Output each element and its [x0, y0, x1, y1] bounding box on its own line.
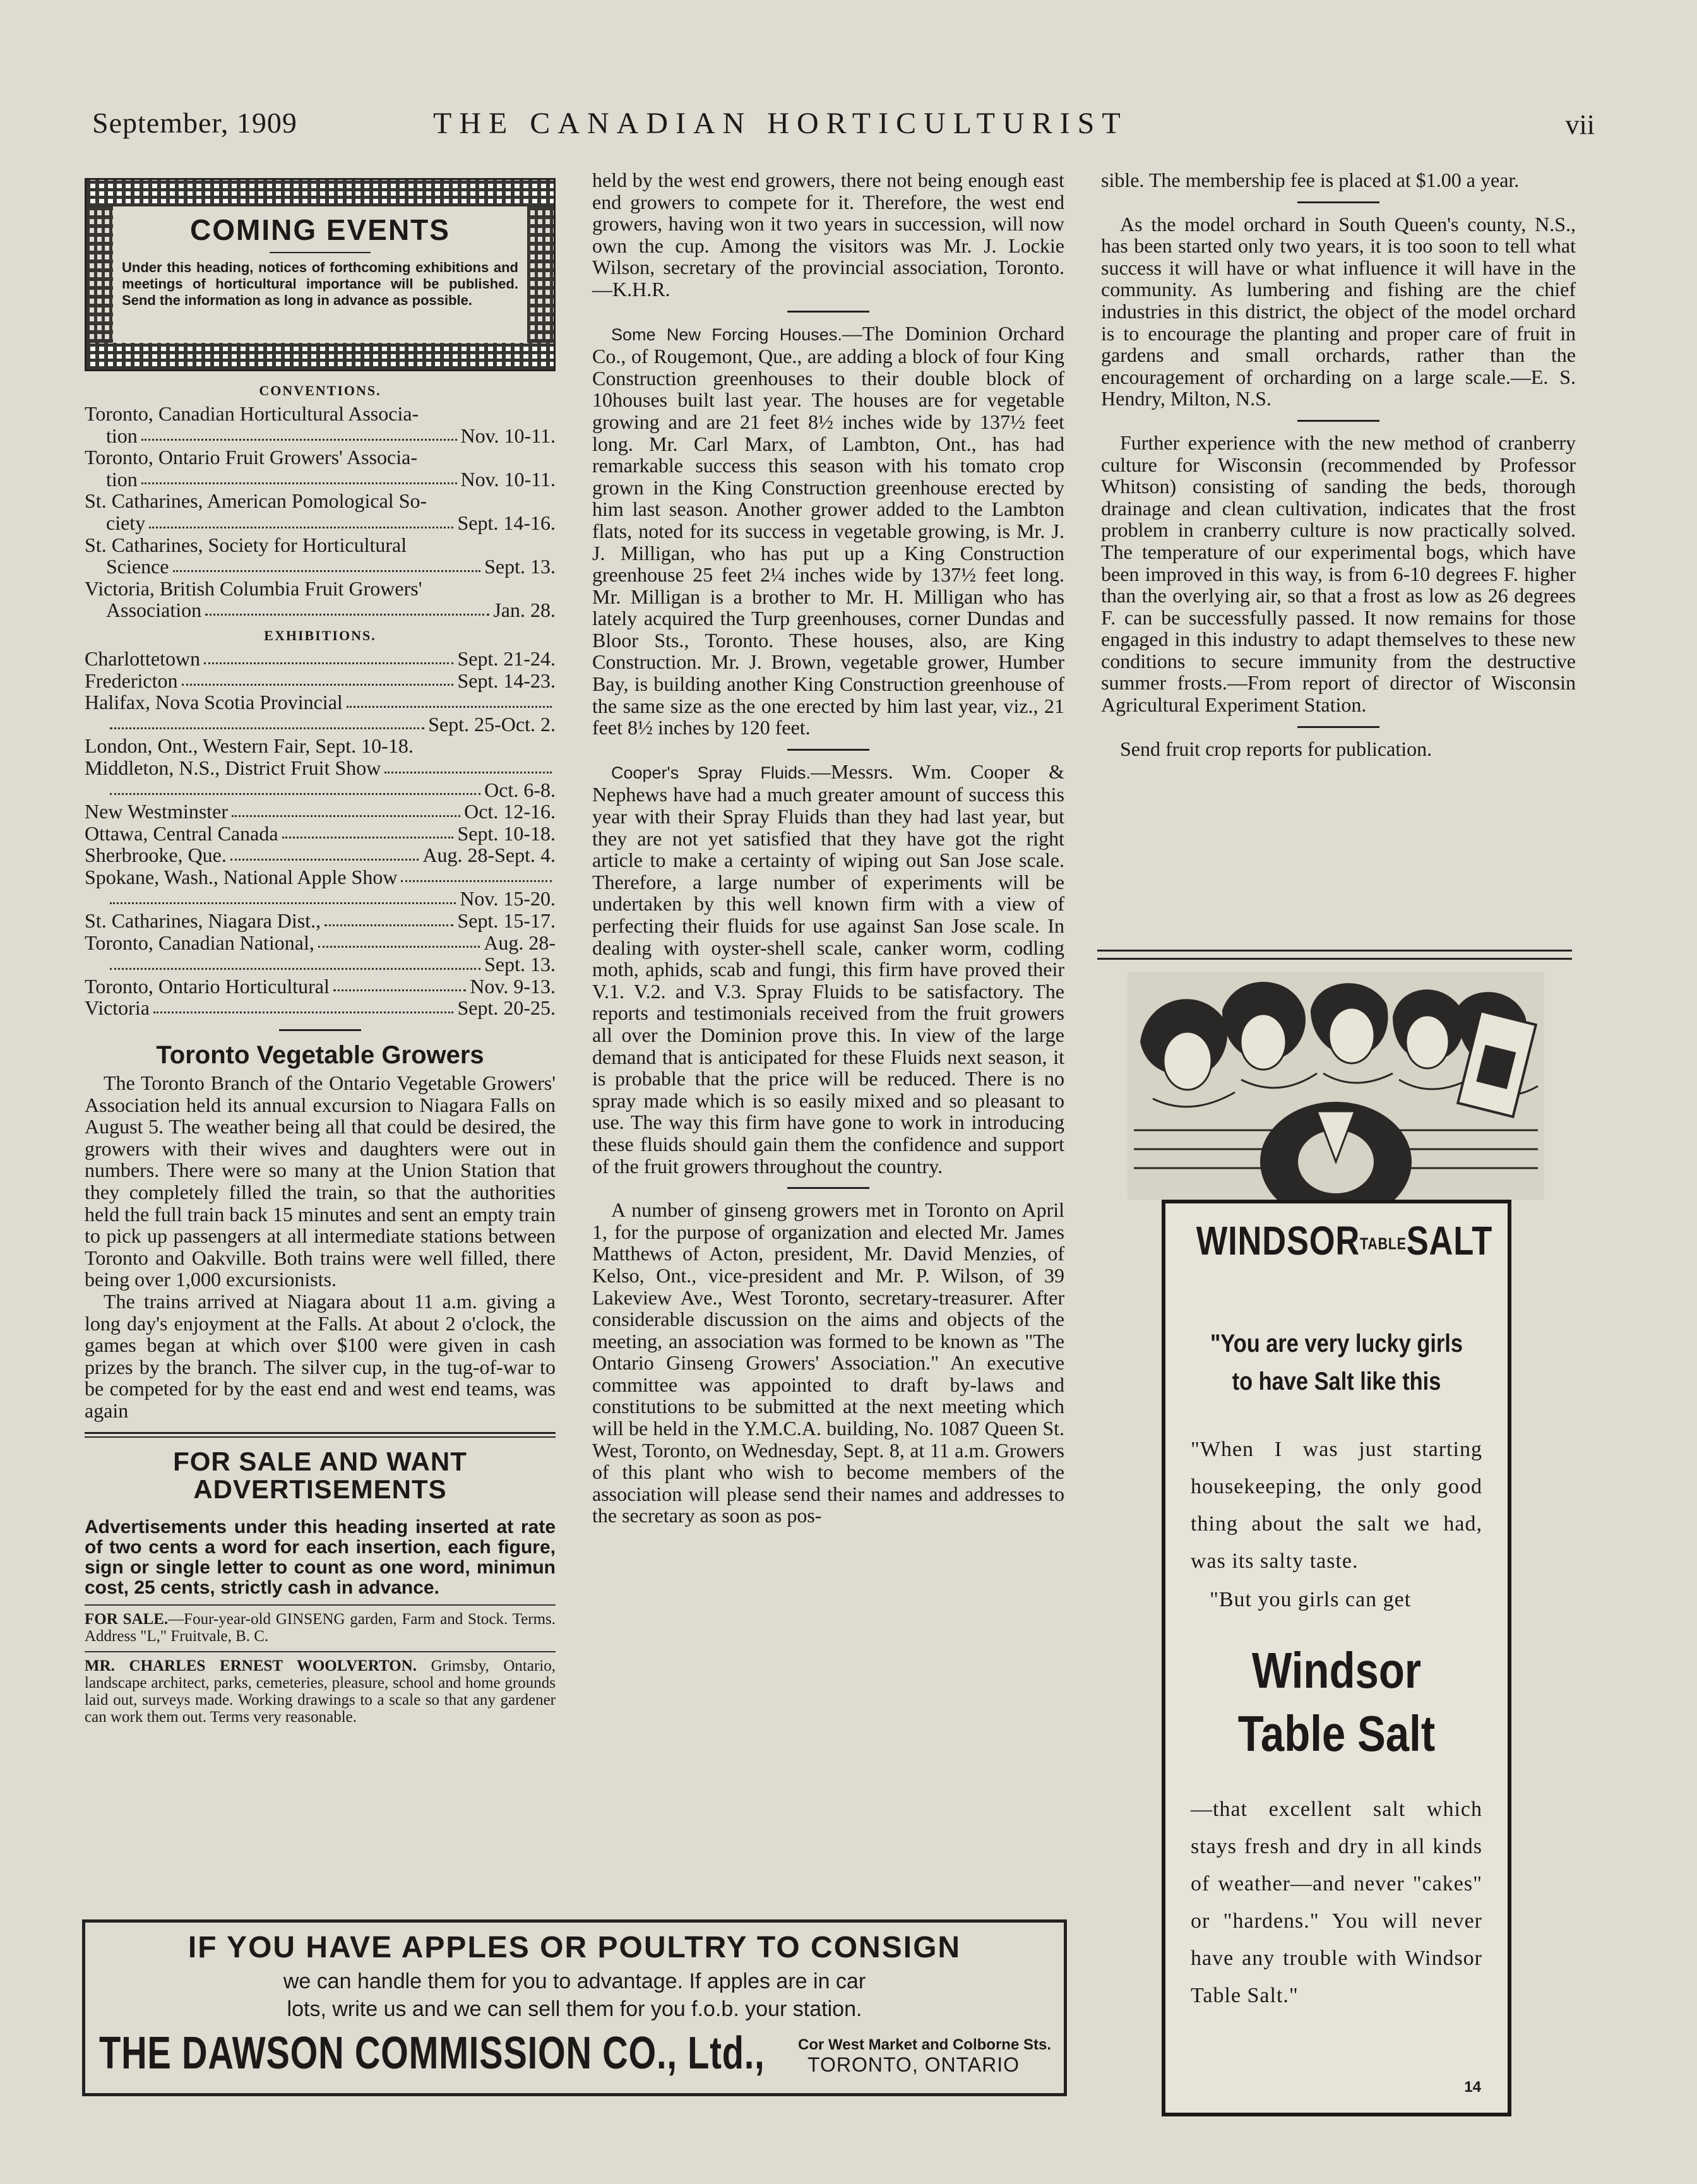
exhibition-entry [85, 953, 556, 976]
salt-ad-box [1162, 1200, 1511, 2116]
issue-date: September, 1909 [92, 107, 297, 139]
convention-name-end: Association [106, 599, 202, 622]
product-name: Table Salt [1237, 1705, 1436, 1762]
event-date: Sept. 15-17. [457, 909, 556, 933]
exhibition-entry [85, 866, 556, 888]
dot-leader [141, 482, 457, 484]
exhibition-entry [85, 691, 556, 713]
exhibition-name: Victoria [85, 996, 150, 1020]
spray-fluids-article [592, 761, 1064, 1177]
forcing-houses-article [592, 323, 1064, 739]
event-date: Jan. 28. [493, 599, 556, 622]
exhibitions-subhead: EXHIBITIONS. [264, 627, 376, 643]
dot-leader [173, 570, 481, 572]
exhibition-entry [85, 976, 556, 998]
vegetable-growers-title: Toronto Vegetable Growers [156, 1041, 484, 1070]
ad-text: "But you girls can get [1210, 1588, 1412, 1611]
divider [270, 252, 371, 253]
dot-leader [325, 924, 453, 926]
event-date: Sept. 14-16. [457, 511, 556, 534]
exhibition-entry [85, 735, 556, 757]
classified-ad-head: FOR SALE. [85, 1610, 169, 1628]
divider [787, 749, 869, 751]
exhibition-entry [85, 670, 556, 692]
exhibition-entry [85, 823, 556, 845]
divider [279, 1029, 361, 1031]
column-left [85, 169, 556, 1726]
dot-leader [110, 968, 480, 970]
exhibition-entry [85, 648, 556, 670]
greek-key-border-top [86, 180, 554, 206]
exhibition-entry [85, 910, 556, 932]
run-in-heading: Cooper's Spray Fluids. [611, 763, 811, 782]
company-name: THE DAWSON COMMISSION CO., Ltd., [99, 2028, 765, 2079]
page-number: vii [1565, 109, 1595, 140]
exhibition-name: Spokane, Wash., National Apple Show [85, 865, 398, 888]
convention-entry [85, 599, 556, 621]
double-rule [85, 1432, 556, 1438]
convention-entry [85, 512, 556, 534]
article-continuation: sible. The membership fee is placed at $1.00 a year. [1101, 169, 1520, 191]
exhibition-name: Ottawa, Central Canada [85, 821, 278, 845]
convention-line: St. Catharines, American Pomological So- [85, 489, 427, 513]
greek-key-border-bottom [86, 343, 554, 369]
event-date: Nov. 15-20. [460, 887, 556, 910]
convention-line: Victoria, British Columbia Fruit Growers' [85, 576, 422, 600]
send-reports-notice: Send fruit crop reports for publication. [1120, 737, 1432, 760]
convention-entry [85, 468, 556, 491]
dot-leader [204, 662, 453, 664]
dot-leader [282, 837, 454, 838]
ad-body-line: lots, write us and we can sell them for you f.o.b. your station. [287, 1997, 862, 2021]
event-date: Aug. 28-Sept. 4. [422, 844, 556, 867]
ad-quote: "You are very lucky girls to have Salt like this [1210, 1330, 1463, 1395]
run-in-heading: Some New Forcing Houses. [611, 325, 842, 344]
convention-name-end: Science [106, 555, 169, 578]
divider [85, 1651, 556, 1652]
column-right [1101, 169, 1576, 760]
ad-text: —that excellent salt which stays fresh and dry in all kinds of weather—and never "cakes" or "hardens." You will never have any trouble with Windsor Table Salt." [1191, 1798, 1482, 2007]
dot-leader [384, 772, 552, 773]
ad-headline: IF YOU HAVE APPLES OR POULTRY TO CONSIGN [188, 1931, 962, 1964]
exhibition-name: Middleton, N.S., District Fruit Show [85, 756, 381, 779]
girls-illustration [1128, 972, 1544, 1200]
classified-ad [85, 1657, 556, 1726]
event-date: Sept. 13. [484, 953, 556, 976]
exhibition-name: Charlottetown [85, 647, 201, 670]
greek-key-border-right [527, 206, 554, 343]
article-continuation: held by the west end growers, there not being enough east end growers to compete for it. Therefore, the west end growers, having won it two years in succession, will now own the cup. Among the visitors was Mr. J. Lockie Wilson, secretary of the provincial association, Toronto.—K.H.R. [592, 169, 1064, 301]
dot-leader [205, 614, 489, 616]
conventions-subhead: CONVENTIONS. [259, 383, 381, 398]
greek-key-border-left [86, 206, 113, 343]
dot-leader [182, 684, 454, 686]
exhibition-entry [85, 713, 556, 736]
dot-leader [153, 1011, 454, 1013]
coming-events-inner [122, 213, 518, 309]
exhibition-name: Sherbrooke, Que. [85, 844, 227, 867]
exhibition-name: New Westminster [85, 800, 229, 823]
divider [1297, 201, 1379, 203]
exhibition-entry [85, 888, 556, 910]
dot-leader [232, 815, 460, 817]
exhibition-entry [85, 757, 556, 779]
convention-entry [85, 425, 556, 447]
dot-leader [110, 727, 424, 729]
exhibition-entry [85, 844, 556, 866]
ad-text: "When I was just starting housekeeping, the only good thing about the salt we had, was its salty taste. [1191, 1438, 1482, 1573]
publication-title: THE CANADIAN HORTICULTURIST [433, 107, 1128, 140]
divider [1297, 420, 1379, 422]
convention-name-end: tion [106, 424, 138, 447]
dot-leader [347, 706, 552, 708]
divider [787, 311, 869, 313]
exhibitions-list [85, 648, 556, 1019]
exhibition-name: London, Ont., Western Fair, Sept. 10-18. [85, 734, 414, 758]
ad-number: 14 [1464, 2079, 1481, 2096]
for-sale-intro: Advertisements under this heading inserted at rate of two cents a word for each insertion, each figure, sign or single letter to count as one word, minimun cost, 25 cents, strictly cash in advance. [85, 1516, 556, 1598]
convention-entry [85, 556, 556, 578]
event-date: Sept. 14-23. [457, 669, 556, 692]
convention-name-end: tion [106, 467, 138, 491]
dot-leader [318, 946, 480, 948]
classified-ad-body: —Four-year-old GINSENG garden, Farm and Stock. Terms. Address "L," Fruitvale, B. C. [85, 1610, 556, 1645]
company-address-street: Cor West Market and Colborne Sts. [798, 2036, 1051, 2053]
exhibition-name: Toronto, Canadian National, [85, 931, 314, 954]
ad-body [85, 1967, 1064, 2023]
dot-leader [149, 527, 453, 528]
vegetable-growers-paragraph: The Toronto Branch of the Ontario Vegetable Growers' Association held its annual excursion to Niagara Falls on August 5. The weather being all that could be desired, the growers with their wives and daughters were out in numbers. There were so many at the Union Station that they completely filled the train, so that the authorities held the full train back 15 minutes and sent an empty train to pick up passengers at all intermediate stations between Toronto and Oakville. Both trains were well filled, there being over 1,000 excursionists. [85, 1071, 556, 1291]
exhibition-entry [85, 779, 556, 801]
brand-logo-word: TABLE [1360, 1234, 1407, 1253]
exhibition-entry [85, 997, 556, 1019]
ginseng-article: A number of ginseng growers met in Toronto on April 1, for the purpose of organization and elected Mr. James Matthews of Acton, president, Mr. David Menzies, of Kelso, Ont., vice-president and Mr. P. Wilson, of 39 Lakeview Ave., West Toronto, secretary-treasurer. After considerable discussion on the aims and objects of the meeting, an association was formed to be known as "The Ontario Ginseng Growers' Association." An executive committee was appointed to draft by-laws and constitutions to be submitted at the next meeting which will be held in the Y.M.C.A. building, No. 1087 Queen St. West, Toronto, on Wednesday, Sept. 8, at 11 a.m. Growers of this plant who wish to become members of the association will please send their names and addresses to the secretary as soon as pos- [592, 1198, 1064, 1527]
coming-events-title: COMING EVENTS [190, 213, 450, 246]
event-date: Sept. 20-25. [457, 996, 556, 1020]
ad-body-line: we can handle them for you to advantage. If apples are in car [283, 1969, 866, 1993]
exhibition-name: St. Catharines, Niagara Dist., [85, 909, 321, 933]
conventions-list [85, 403, 556, 621]
event-date: Oct. 6-8. [484, 778, 556, 801]
article-body: —Messrs. Wm. Cooper & Nephews have had a much greater amount of success this year with their Spray Fluids than they had last year, but they are not yet satisfied that they have got the right article to make a certainty of wiping out San Jose scale. Therefore, a large number of experiments will be undertaken by this well known firm with a view of perfecting their fluids for use against San Jose scale. In dealing with oyster-shell scale, canker worm, codling moth, aphids, scab and fungi, this firm have proved their V.1. V.2. and V.3. Spray Fluids to be satisfactory. The reports and testimonials received from the fruit growers all over the Dominion prove this. In view of the large demand that is anticipated for these Fluids next season, it is probable that the price will be reduced. There is no spray made which is so easily mixed and so pleasant to use. The way this firm have gone to work in introducing these fluids should gain them the confidence and support of the fruit growers throughout the country. [592, 760, 1064, 1178]
cranberry-article: Further experience with the new method of cranberry culture for Wisconsin (recommended by Professor Whitson) consisting of sanding the beds, thorough drainage and clean cultivation, indicates that the frost problem in cranberry culture is now practically solved. The temperature of our experimental bogs, which have been improved in this way, is from 6-10 degrees F. higher than the overlying air, so that a frost as low as 26 degrees F. can be successfully passed. It now remains for those engaged in this industry to adapt themselves to these new conditions to secure immunity from the destructive summer frosts.—From report of director of Wisconsin Agricultural Experiment Station. [1101, 431, 1576, 717]
classified-ad-head: MR. CHARLES ERNEST WOOLVERTON. [85, 1657, 417, 1674]
brand-logo-word: SALT [1406, 1218, 1493, 1263]
dot-leader [230, 859, 419, 861]
event-date: Oct. 12-16. [464, 800, 556, 823]
event-date: Nov. 10-11. [460, 424, 556, 447]
event-date: Sept. 10-18. [457, 821, 556, 845]
divider [85, 1604, 556, 1606]
windsor-salt-ad [1128, 972, 1544, 2112]
page-header [92, 106, 1595, 146]
event-date: Sept. 21-24. [457, 647, 556, 670]
coming-events-box [85, 178, 556, 371]
column-middle [592, 169, 1064, 1527]
exhibition-entry [85, 932, 556, 954]
event-date: Aug. 28- [484, 931, 556, 954]
event-date: Sept. 25-Oct. 2. [428, 712, 556, 736]
vegetable-growers-paragraph: The trains arrived at Niagara about 11 a.m. giving a long day's enjoyment at the Falls. At about 2 o'clock, the games began at which over $100 were given in cash prizes by the branch. The silver cup, in the tug-of-war to be competed for by the east end and west end teams, was again [85, 1289, 556, 1422]
model-orchard-article: As the model orchard in South Queen's county, N.S., has been started only two years, it is too soon to tell what success it will have or what influence it will have in the community. As lumbering and fishing are the chief industries in this district, the object of the model orchard is to encourage the planting and proper care of fruit in gardens and small orchards, rather than the encouragement of orcharding on a large scale.—E. S. Hendry, Milton, N.S. [1101, 212, 1576, 410]
exhibition-name: Toronto, Ontario Horticultural [85, 974, 330, 998]
double-rule [1097, 950, 1572, 960]
dot-leader [141, 439, 457, 441]
convention-line: Toronto, Canadian Horticultural Associa- [85, 402, 419, 425]
brand-logo [1196, 1217, 1493, 1264]
divider [1297, 726, 1379, 728]
dawson-commission-ad [82, 1919, 1067, 2096]
coming-events-note: Under this heading, notices of forthcoming exhibitions and meetings of horticultural importance will be published. Send the information as long in advance as possible. [122, 260, 518, 308]
brand-logo-word: WINDSOR [1196, 1218, 1361, 1263]
exhibition-name: Halifax, Nova Scotia Provincial [85, 691, 343, 714]
convention-line: St. Catharines, Society for Horticultural [85, 533, 407, 556]
dot-leader [110, 793, 480, 795]
classified-ad-body: Grimsby, Ontario, landscape architect, parks, cemeteries, pleasure, school and home grounds laid out, surveys made. Working drawings to a scale so that any gardener can work them out. Terms very reasonable. [85, 1657, 556, 1726]
event-date: Sept. 13. [484, 555, 556, 578]
exhibition-name: Fredericton [85, 669, 178, 692]
exhibition-entry [85, 801, 556, 823]
convention-name-end: ciety [106, 511, 146, 534]
divider [787, 1187, 869, 1189]
classified-ad [85, 1611, 556, 1645]
event-date: Nov. 9-13. [470, 974, 556, 998]
article-body: —The Dominion Orchard Co., of Rougemont, Que., are adding a block of four King Construction greenhouses to their double block of 10houses built last year. The houses are for vegetable growing and are 21 feet 8½ inches wide by 137½ feet long. Mr. Carl Marx, of Lambton, Ont., has had remarkable success this season with his tomato crop grown in the King Construction greenhouse erected by him last season. Another grower added to the Lambton flats, noted for its success in vegetable growing, is Mr. J. J. Milligan, who has put up a King Construction greenhouse 25 feet 2¼ inches wide by 137½ feet long. Mr. Milligan is a brother to Mr. H. Milligan who has lately acquired the Turp greenhouses, corner Dundas and Bloor Sts., Toronto. These houses, also, are King Construction. Mr. J. Brown, vegetable grower, Humber Bay, is building another King Construction greenhouse of the same size as the one erected by him last year, viz., 21 feet 8½ inches by 120 feet. [592, 321, 1065, 739]
dot-leader [401, 880, 552, 882]
company-address-city: TORONTO, ONTARIO [807, 2053, 1020, 2076]
dot-leader [333, 989, 466, 991]
for-sale-title: FOR SALE AND WANT ADVERTISEMENTS [173, 1446, 467, 1504]
product-name: Windsor [1251, 1642, 1422, 1698]
dot-leader [110, 902, 456, 904]
convention-line: Toronto, Ontario Fruit Growers' Associa- [85, 446, 417, 469]
event-date: Nov. 10-11. [460, 467, 556, 491]
